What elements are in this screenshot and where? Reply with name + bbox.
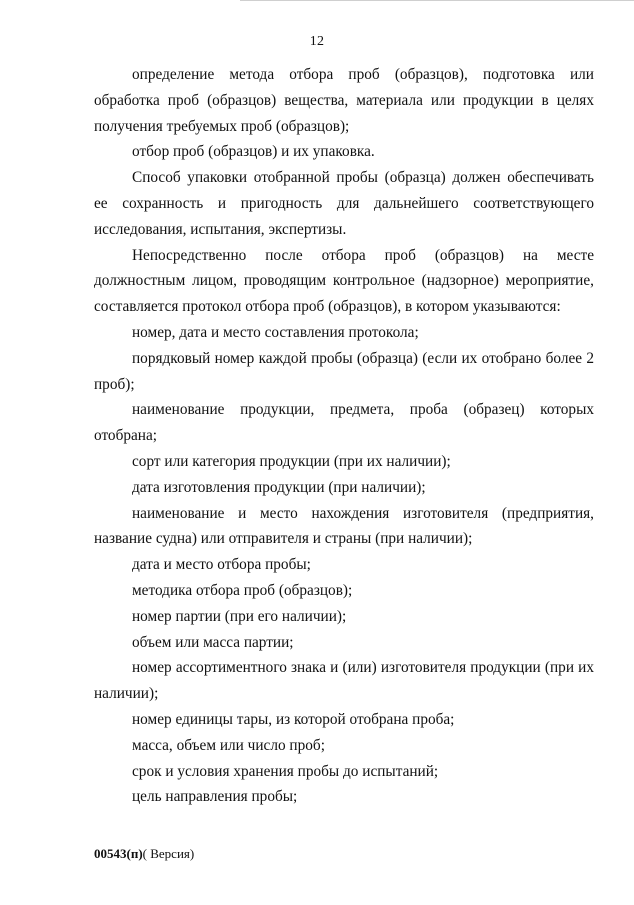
- document-version: ( Версия): [142, 846, 195, 861]
- paragraph: определение метода отбора проб (образцов), подготовка или обработка проб (образцов) вещества, материала или продукции в целях получения требуемых проб (образцов);: [94, 66, 594, 135]
- paragraph: номер партии (при его наличии);: [132, 607, 347, 625]
- paragraph: сорт или категория продукции (при их наличии);: [132, 452, 451, 470]
- paragraph: дата и место отбора пробы;: [132, 556, 311, 574]
- paragraph: масса, объем или число проб;: [132, 736, 325, 754]
- paragraph: номер единицы тары, из которой отобрана проба;: [132, 710, 455, 728]
- paragraph: номер, дата и место составления протокола;: [132, 323, 419, 341]
- paragraph: Непосредственно после отбора проб (образцов) на месте должностным лицом, проводящим контрольное (надзорное) мероприятие, составляется протокол отбора проб (образцов), в котором указываются:: [94, 246, 594, 316]
- scan-edge-line: [240, 0, 634, 1]
- paragraph: методика отбора проб (образцов);: [132, 581, 353, 599]
- paragraph: цель направления пробы;: [132, 788, 298, 806]
- document-body: [94, 62, 594, 810]
- paragraph: отбор проб (образцов) и их упаковка.: [132, 143, 375, 161]
- document-code: 00543(п): [94, 846, 143, 861]
- paragraph: дата изготовления продукции (при наличии);: [132, 478, 426, 496]
- paragraph: наименование продукции, предмета, проба (образец) которых отобрана;: [94, 401, 594, 445]
- page-number: 12: [309, 34, 325, 49]
- paragraph: срок и условия хранения пробы до испытаний;: [132, 762, 439, 780]
- document-footer: [94, 846, 194, 862]
- paragraph: номер ассортиментного знака и (или) изготовителя продукции (при их наличии);: [94, 659, 594, 703]
- paragraph: порядковый номер каждой пробы (образца) (если их отобрано более 2 проб);: [94, 349, 594, 393]
- paragraph: наименование и место нахождения изготовителя (предприятия, название судна) или отправителя и страны (при наличии);: [94, 504, 594, 548]
- paragraph: Способ упаковки отобранной пробы (образца) должен обеспечивать ее сохранность и пригодность для дальнейшего соответствующего исследования, испытания, экспертизы.: [94, 169, 594, 238]
- paragraph: объем или масса партии;: [132, 633, 294, 651]
